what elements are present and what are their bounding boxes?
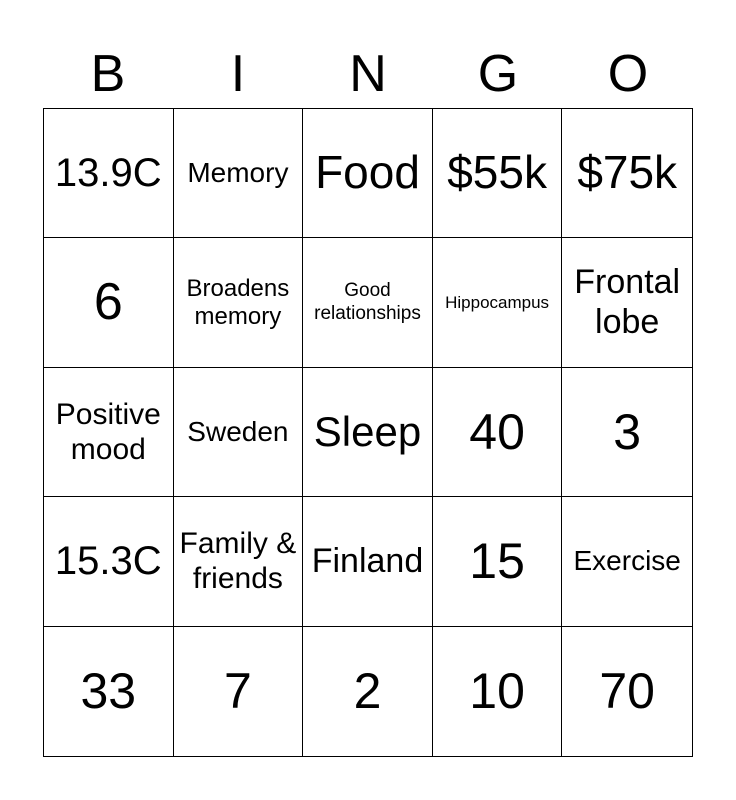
bingo-cell[interactable]: 15.3C	[44, 497, 174, 626]
bingo-cell[interactable]: 70	[599, 663, 655, 720]
bingo-cell[interactable]: Broadens memory	[174, 238, 304, 367]
bingo-cell[interactable]: 7	[174, 627, 304, 756]
bingo-cell[interactable]: Positive mood	[44, 368, 174, 497]
bingo-cell[interactable]: $55k	[433, 109, 563, 238]
header-letter-n: N	[349, 45, 387, 103]
bingo-cell[interactable]: Memory	[174, 109, 304, 238]
header-letter-i: I	[230, 45, 246, 103]
bingo-header	[43, 40, 693, 108]
bingo-cell[interactable]: Sweden	[174, 368, 304, 497]
bingo-cell[interactable]: Frontal lobe	[562, 238, 692, 367]
bingo-cell[interactable]: 6	[44, 238, 174, 367]
bingo-cell[interactable]: Hippocampus	[433, 238, 563, 367]
bingo-cell[interactable]: $75k	[562, 109, 692, 238]
bingo-cell[interactable]: 33	[44, 627, 174, 756]
header-letter-o: O	[607, 45, 649, 103]
bingo-cell[interactable]: Sleep	[303, 368, 433, 497]
header-letter-g: G	[477, 45, 519, 103]
bingo-cell[interactable]: Family & friends	[174, 497, 304, 626]
bingo-cell[interactable]: 10	[433, 627, 563, 756]
bingo-cell[interactable]: Finland	[303, 497, 433, 626]
bingo-board	[43, 108, 693, 757]
bingo-cell[interactable]: 2	[303, 627, 433, 756]
bingo-cell[interactable]: 40	[433, 368, 563, 497]
bingo-cell[interactable]: Exercise	[562, 497, 692, 626]
bingo-cell[interactable]: Food	[303, 109, 433, 238]
bingo-cell[interactable]: Good relationships	[303, 238, 433, 367]
bingo-cell[interactable]: 15	[433, 497, 563, 626]
bingo-cell[interactable]: 3	[562, 368, 692, 497]
bingo-cell[interactable]: 13.9C	[44, 109, 174, 238]
header-letter-b: B	[90, 45, 126, 103]
